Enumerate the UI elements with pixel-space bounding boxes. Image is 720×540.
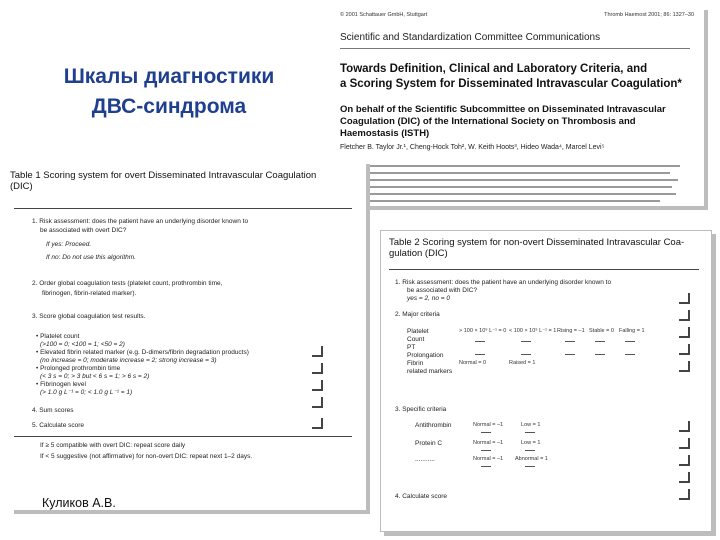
slide-title-line2: ДВС-синдрома [91,95,247,118]
t1-fibrin-values: (no increase = 0; moderate increase = 2; strong increase = 3) [40,357,217,364]
t2-step1c: yes = 2, no = 0 [407,295,451,302]
t2-entry-line [481,450,491,451]
t2-sc-normal: Normal = –1 [473,422,504,428]
score-box [679,344,690,355]
t2-entry-line [475,354,485,355]
score-box [679,489,690,500]
t1-step5-b: If < 5 suggestive (not affirmative) for non-overt DIC: repeat next 1–2 days. [40,453,253,460]
t2-entry-line [525,466,535,467]
t2-row-prolong: Prolongation [407,352,444,359]
t1-fibrinogen: • Fibrinogen level [36,381,86,388]
score-box [312,380,323,391]
t2-cell-below: < 100 × 10⁹ L⁻¹ = 1 [509,328,557,334]
table2-title [389,237,684,259]
t2-entry-line [481,466,491,467]
table2-title-line1: Table 2 Scoring system for non-overt Disseminated Intravascular Coa- [389,237,685,248]
t2-step3: 3. Specific criteria [395,406,447,413]
t2-entry-line [525,432,535,433]
table1-title-line1: Table 1 Scoring system for overt Disseminated Intravascular Coagulation [10,170,317,181]
t1-step5: 5. Calculate score [32,422,85,429]
behalf-line1: On behalf of the Scientific Subcommittee on Disseminated Intravascular [340,104,666,115]
score-box [679,310,690,321]
t2-other: ........... [415,456,435,463]
t2-step4: 4. Calculate score [395,493,448,500]
article-section: Scientific and Standardization Committee Communications [340,32,601,43]
t2-entry-line [521,354,531,355]
t1-step4: 4. Sum scores [32,407,74,414]
t2-entry-line [481,432,491,433]
t2-cell-falling: Falling = 1 [619,328,645,334]
t2-sc-abnormal: Abnormal = 1 [515,456,548,462]
table1-bottom-rule [14,436,352,437]
score-box [679,327,690,338]
t1-step1b: be associated with overt DIC? [40,227,127,234]
t1-platelet: • Platelet count [36,333,80,340]
score-box [312,346,323,357]
table1-title-line2: (DIC) [10,181,33,192]
score-box [679,455,690,466]
t2-entry-line [565,354,575,355]
t2-row-count: Count [407,336,425,343]
article-title [340,62,682,92]
article-authors: Fletcher B. Taylor Jr.¹, Cheng-Hock Toh², W. Keith Hoots³, Hideo Wada⁴, Marcel Levi⁵ [340,144,605,151]
t2-entry-line [525,450,535,451]
t2-score-boxes-specific [679,421,690,506]
t1-step5-a: If ≥ 5 compatible with overt DIC: repeat score daily [40,442,186,449]
t2-sc-normal-3: Normal = –1 [473,456,504,462]
t2-sc-low: Low = 1 [521,422,541,428]
t2-entry-line [475,341,485,342]
t2-entry-line [625,354,635,355]
affiliations-placeholder [340,162,690,206]
table2-excerpt [380,230,712,532]
t2-entry-line [595,341,605,342]
t2-row-platelet: Platelet [407,328,429,335]
score-box [679,361,690,372]
t2-row-fibrin: Fibrin [407,360,424,367]
journal-ref: Thromb Haemost 2001; 86: 1327–30 [604,12,694,18]
t1-step1-yes: If yes: Proceed. [46,241,92,248]
t2-score-boxes-major [679,293,690,378]
slide-author: Куликов А.В. [42,496,116,510]
journal-header: © 2001 Schattauer GmbH, Stuttgart [340,12,428,18]
t1-fibrin-marker: • Elevated fibrin related marker (e.g. D-dimers/fibrin degradation products) [36,349,249,356]
t1-step2: 2. Order global coagulation tests (platelet count, prothrombin time, [32,280,223,287]
t2-cell-stable: Stable = 0 [589,328,614,334]
t1-step1-no: If no: Do not use this algorithm. [46,254,136,261]
article-title-line1: Towards Definition, Clinical and Laboratory Criteria, and [340,63,648,75]
t1-fibrinogen-values: (> 1.0 g L⁻¹ = 0; < 1.0 g L⁻¹ = 1) [40,389,133,396]
score-box [679,293,690,304]
t2-sc-normal-2: Normal = –1 [473,440,504,446]
t2-cell-above: > 100 × 10⁹ L⁻¹ = 0 [459,328,507,334]
behalf-line3: Haemostasis (ISTH) [340,128,430,139]
t1-step1: 1. Risk assessment: does the patient have an underlying disorder known to [32,218,249,225]
section-rule [340,48,690,49]
t2-row-related: related markers [407,368,453,375]
score-box [312,397,323,408]
t2-row-pt: PT [407,344,416,351]
article-header-excerpt [328,6,704,206]
score-box [312,363,323,374]
t2-protein-c: Protein C [415,440,443,447]
t1-pt-values: (< 3 s = 0; > 3 but < 6 s = 1; > 6 s = 2) [40,373,150,380]
table2-title-line2: gulation (DIC) [389,248,448,259]
score-box [679,438,690,449]
slide-title [30,62,308,122]
score-box [679,472,690,483]
table1-title [10,170,316,192]
t1-sum-box [312,418,323,429]
table1-top-rule [14,208,352,209]
article-title-line2: a Scoring System for Disseminated Intravascular Coagulation* [340,78,682,90]
t2-cell-rising: Rising = –1 [557,328,585,334]
t2-entry-line [521,341,531,342]
t2-cell-normal: Normal = 0 [459,360,487,366]
t1-platelet-values: (>100 = 0; <100 = 1; <50 = 2) [40,341,125,348]
behalf-line2: Coagulation (DIC) of the International Society on Thrombosis and [340,116,636,127]
t1-step3: 3. Score global coagulation test results. [32,313,146,320]
table2-top-rule [389,269,699,270]
article-behalf [340,104,666,140]
score-box [679,421,690,432]
t2-step1: 1. Risk assessment: does the patient have an underlying disorder known to [395,279,612,286]
t2-sc-low-2: Low = 1 [521,440,541,446]
table1-excerpt [10,160,366,510]
t2-step1b: be associated with DIC? [407,287,478,294]
affiliation-lines [340,162,690,202]
slide-title-line1: Шкалы диагностики [63,65,275,88]
t2-step2: 2. Major criteria [395,311,440,318]
t2-cell-raised: Raised = 1 [509,360,536,366]
t2-entry-line [625,341,635,342]
t1-score-boxes [312,346,323,414]
t2-antithrombin: Antithrombin [415,422,452,429]
t2-entry-line [565,341,575,342]
t1-step2b: fibrinogen, fibrin-related marker). [42,290,137,297]
t2-entry-line [595,354,605,355]
t1-pt: • Prolonged prothrombin time [36,365,121,372]
